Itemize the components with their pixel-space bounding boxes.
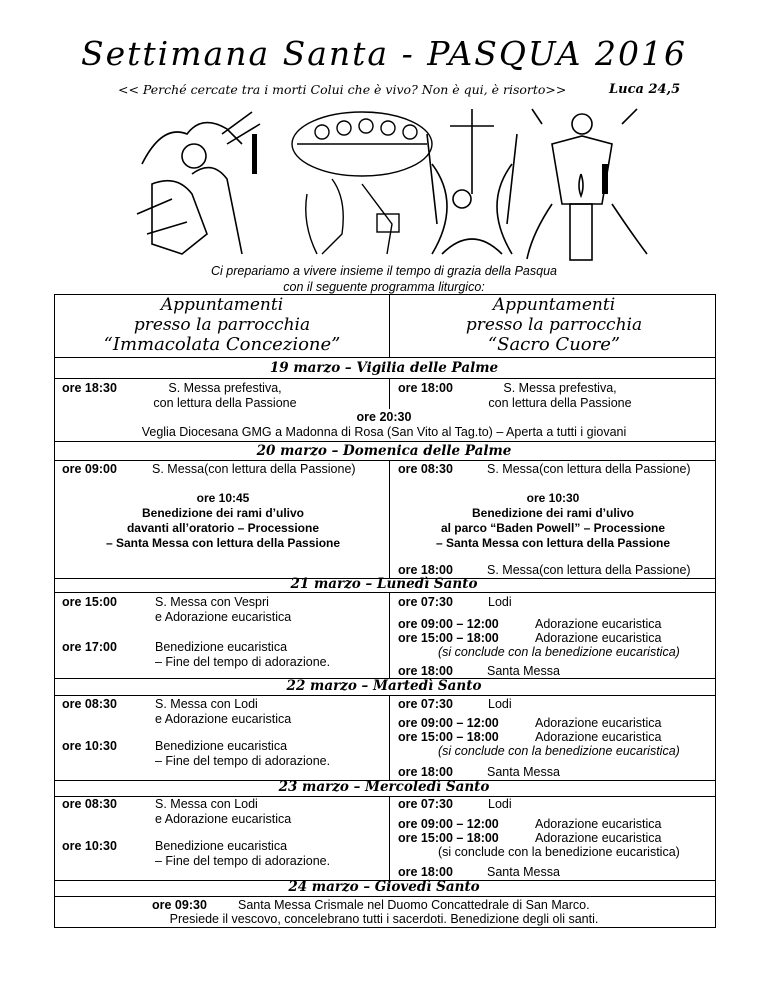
event-text: Santa Messa <box>487 664 560 678</box>
event-text: S. Messa prefestiva, <box>503 381 617 395</box>
time: ore 09:30 <box>152 898 207 912</box>
event-text: Santa Messa <box>487 765 560 779</box>
event-note: (si conclude con la benedizione eucaristica) <box>438 744 680 758</box>
time: ore 10:30 <box>62 839 117 853</box>
event-text: Santa Messa Crismale nel Duomo Concattedrale di San Marco. <box>238 898 590 912</box>
event-text: Benedizione eucaristica <box>155 739 288 753</box>
event-text: Benedizione eucaristica <box>155 839 288 853</box>
time: ore 10:30 <box>62 739 117 753</box>
column-divider <box>389 696 390 780</box>
intro-line-2: con il seguente programma liturgico: <box>283 280 485 294</box>
event-text: Adorazione eucaristica <box>535 617 662 631</box>
time: ore 18:30 <box>62 381 117 395</box>
event-text: Veglia Diocesana GMG a Madonna di Rosa (San Vito al Tag.to) – Aperta a tutti i giovani <box>141 425 627 439</box>
holy-week-illustration <box>132 104 652 262</box>
header-divider <box>54 357 716 358</box>
time: ore 18:00 <box>398 563 453 577</box>
time: ore 20:30 <box>356 410 412 424</box>
left-column-heading: Appuntamenti presso la parrocchia “Immacolata Concezione” <box>103 295 341 355</box>
day-title-20: 20 marzo – Domenica delle Palme <box>256 443 512 459</box>
time: ore 15:00 – 18:00 <box>398 831 499 845</box>
time: ore 15:00 – 18:00 <box>398 730 499 744</box>
time: ore 18:00 <box>398 664 453 678</box>
day-divider <box>54 796 716 797</box>
event-text: Adorazione eucaristica <box>535 716 662 730</box>
column-divider <box>389 797 390 880</box>
event-text: con lettura della Passione <box>153 396 297 410</box>
event-text: Lodi <box>488 697 512 711</box>
time: ore 18:00 <box>398 765 453 779</box>
event-text: – Fine del tempo di adorazione. <box>155 655 331 669</box>
event-text: e Adorazione eucaristica <box>155 812 292 826</box>
event-text: S. Messa con Vespri <box>155 595 269 609</box>
event-text: – Fine del tempo di adorazione. <box>155 754 331 768</box>
event-text: Santa Messa <box>487 865 560 879</box>
event-text: S. Messa con Lodi <box>155 697 258 711</box>
time: ore 08:30 <box>62 697 117 711</box>
time: ore 07:30 <box>398 697 453 711</box>
bible-quote: << Perché cercate tra i morti Colui che è vivo? Non è qui, è risorto>> <box>118 82 567 97</box>
time: ore 15:00 – 18:00 <box>398 631 499 645</box>
time: ore 09:00 <box>62 462 117 476</box>
event-note: (si conclude con la benedizione eucaristica) <box>438 845 680 859</box>
event-text: e Adorazione eucaristica <box>155 712 292 726</box>
time: ore 18:00 <box>398 381 453 395</box>
time: ore 09:00 – 12:00 <box>398 716 499 730</box>
day-divider <box>54 378 716 379</box>
event-text: S. Messa(con lettura della Passione) <box>487 563 691 577</box>
time: ore 17:00 <box>62 640 117 654</box>
day-divider <box>54 441 716 442</box>
time: ore 07:30 <box>398 797 453 811</box>
column-divider <box>389 295 390 357</box>
event-text: Adorazione eucaristica <box>535 817 662 831</box>
time: ore 18:00 <box>398 865 453 879</box>
event-text: Adorazione eucaristica <box>535 730 662 744</box>
event-text: con lettura della Passione <box>488 396 632 410</box>
day-title-24: 24 marzo – Giovedì Santo <box>288 879 480 895</box>
day-title-21: 21 marzo – Lunedì Santo <box>290 576 478 592</box>
time: ore 15:00 <box>62 595 117 609</box>
bible-reference: Luca 24,5 <box>609 82 681 97</box>
event-text: Adorazione eucaristica <box>535 831 662 845</box>
column-divider <box>389 461 390 578</box>
event-note: (si conclude con la benedizione eucaristica) <box>438 645 680 659</box>
right-column-heading: Appuntamenti presso la parrocchia “Sacro Cuore” <box>465 295 643 355</box>
event-text: S. Messa(con lettura della Passione) <box>487 462 691 476</box>
time: ore 08:30 <box>398 462 453 476</box>
event-text: Presiede il vescovo, concelebrano tutti i sacerdoti. Benedizione degli oli santi. <box>169 912 599 926</box>
day-title-23: 23 marzo – Mercoledì Santo <box>278 779 490 795</box>
day-divider <box>54 896 716 897</box>
time: ore 09:00 – 12:00 <box>398 617 499 631</box>
time: ore 08:30 <box>62 797 117 811</box>
event-text: – Fine del tempo di adorazione. <box>155 854 331 868</box>
event-text: Lodi <box>488 797 512 811</box>
procession-block-left: ore 10:45 Benedizione dei rami d’ulivo davanti all’oratorio – Processione – Santa Messa con lettura della Passione <box>105 491 341 550</box>
procession-block-right: ore 10:30 Benedizione dei rami d’ulivo al parco “Baden Powell” – Processione – Santa Messa con lettura della Passione <box>435 491 671 550</box>
event-text: S. Messa(con lettura della Passione) <box>152 462 356 476</box>
time: ore 07:30 <box>398 595 453 609</box>
day-divider <box>54 460 716 461</box>
page-title: Settimana Santa - PASQUA 2016 <box>81 34 687 73</box>
event-text: S. Messa con Lodi <box>155 797 258 811</box>
event-text: Benedizione eucaristica <box>155 640 288 654</box>
intro-line-1: Ci prepariamo a vivere insieme il tempo di grazia della Pasqua <box>210 264 557 278</box>
event-text: S. Messa prefestiva, <box>168 381 282 395</box>
time: ore 09:00 – 12:00 <box>398 817 499 831</box>
column-divider <box>389 379 390 409</box>
event-text: Adorazione eucaristica <box>535 631 662 645</box>
event-text: Lodi <box>488 595 512 609</box>
day-divider <box>54 592 716 593</box>
event-text: e Adorazione eucaristica <box>155 610 292 624</box>
day-title-19: 19 marzo – Vigilia delle Palme <box>269 360 499 376</box>
day-divider <box>54 695 716 696</box>
column-divider <box>389 593 390 678</box>
day-title-22: 22 marzo – Martedì Santo <box>286 678 482 694</box>
